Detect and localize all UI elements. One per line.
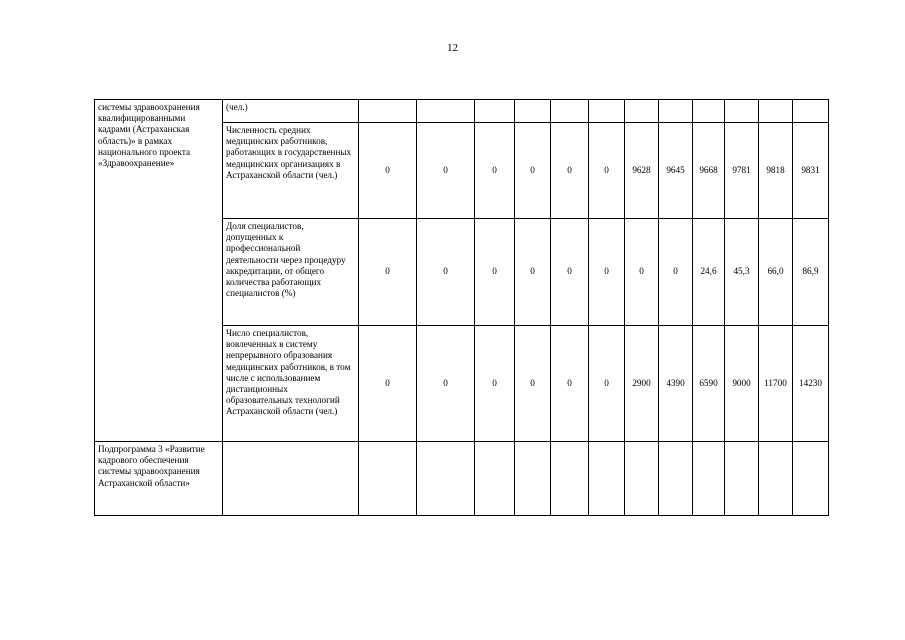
value-cell: 9831 — [793, 123, 829, 219]
value-cell — [759, 442, 793, 516]
value-cell — [625, 100, 659, 123]
value-cell: 0 — [475, 326, 515, 442]
value-cell: 0 — [475, 219, 515, 326]
indicator-cell — [223, 442, 359, 516]
value-cell: 9818 — [759, 123, 793, 219]
value-cell — [625, 442, 659, 516]
value-cell: 0 — [625, 219, 659, 326]
value-cell — [693, 442, 725, 516]
value-cell — [793, 100, 829, 123]
value-cell: 0 — [515, 123, 551, 219]
value-cell: 0 — [551, 123, 589, 219]
value-cell: 0 — [551, 219, 589, 326]
value-cell — [475, 100, 515, 123]
value-cell: 0 — [475, 123, 515, 219]
value-cell — [359, 442, 417, 516]
value-cell: 9668 — [693, 123, 725, 219]
value-cell: 0 — [417, 123, 475, 219]
value-cell: 9628 — [625, 123, 659, 219]
indicator-cell: Число специалистов, вовлеченных в систему непрерывного образования медицинских работников, в том числе с использованием дистанционных образовательных технологий Астраханской области (чел.) — [223, 326, 359, 442]
value-cell — [725, 100, 759, 123]
value-cell — [725, 442, 759, 516]
value-cell: 0 — [359, 123, 417, 219]
value-cell — [693, 100, 725, 123]
value-cell: 24,6 — [693, 219, 725, 326]
indicators-table — [94, 99, 829, 516]
value-cell: 0 — [359, 219, 417, 326]
indicator-cell: Численность средних медицинских работников, работающих в государственных медицинских организациях в Астраханской области (чел.) — [223, 123, 359, 219]
value-cell — [475, 442, 515, 516]
value-cell: 0 — [515, 326, 551, 442]
value-cell: 0 — [589, 326, 625, 442]
value-cell — [551, 442, 589, 516]
value-cell — [515, 100, 551, 123]
table-row — [95, 442, 829, 516]
value-cell — [589, 442, 625, 516]
table-row — [95, 100, 829, 123]
value-cell: 0 — [551, 326, 589, 442]
value-cell: 14230 — [793, 326, 829, 442]
section-label-cell: Подпрограмма 3 «Развитие кадрового обеспечения системы здравоохранения Астраханской области» — [95, 442, 223, 516]
section-label-cell: системы здравоохранения квалифицированными кадрами (Астраханская область)» в рамках национального проекта «Здравоохранение» — [95, 100, 223, 442]
value-cell: 45,3 — [725, 219, 759, 326]
value-cell — [417, 442, 475, 516]
value-cell — [551, 100, 589, 123]
value-cell — [589, 100, 625, 123]
value-cell: 6590 — [693, 326, 725, 442]
indicator-cell: Доля специалистов, допущенных к профессиональной деятельности через процедуру аккредитации, от общего количества работающих специалистов (%) — [223, 219, 359, 326]
value-cell: 0 — [359, 326, 417, 442]
value-cell — [659, 442, 693, 516]
value-cell: 9000 — [725, 326, 759, 442]
value-cell: 0 — [659, 219, 693, 326]
page-number: 12 — [447, 42, 458, 54]
value-cell: 4390 — [659, 326, 693, 442]
value-cell — [659, 100, 693, 123]
value-cell: 86,9 — [793, 219, 829, 326]
value-cell — [759, 100, 793, 123]
value-cell: 9781 — [725, 123, 759, 219]
indicator-cell: (чел.) — [223, 100, 359, 123]
value-cell — [793, 442, 829, 516]
value-cell: 0 — [589, 219, 625, 326]
value-cell: 0 — [417, 326, 475, 442]
value-cell — [515, 442, 551, 516]
value-cell: 0 — [417, 219, 475, 326]
value-cell — [359, 100, 417, 123]
value-cell: 66,0 — [759, 219, 793, 326]
value-cell — [417, 100, 475, 123]
value-cell: 0 — [515, 219, 551, 326]
value-cell: 9645 — [659, 123, 693, 219]
value-cell: 0 — [589, 123, 625, 219]
value-cell: 11700 — [759, 326, 793, 442]
value-cell: 2900 — [625, 326, 659, 442]
